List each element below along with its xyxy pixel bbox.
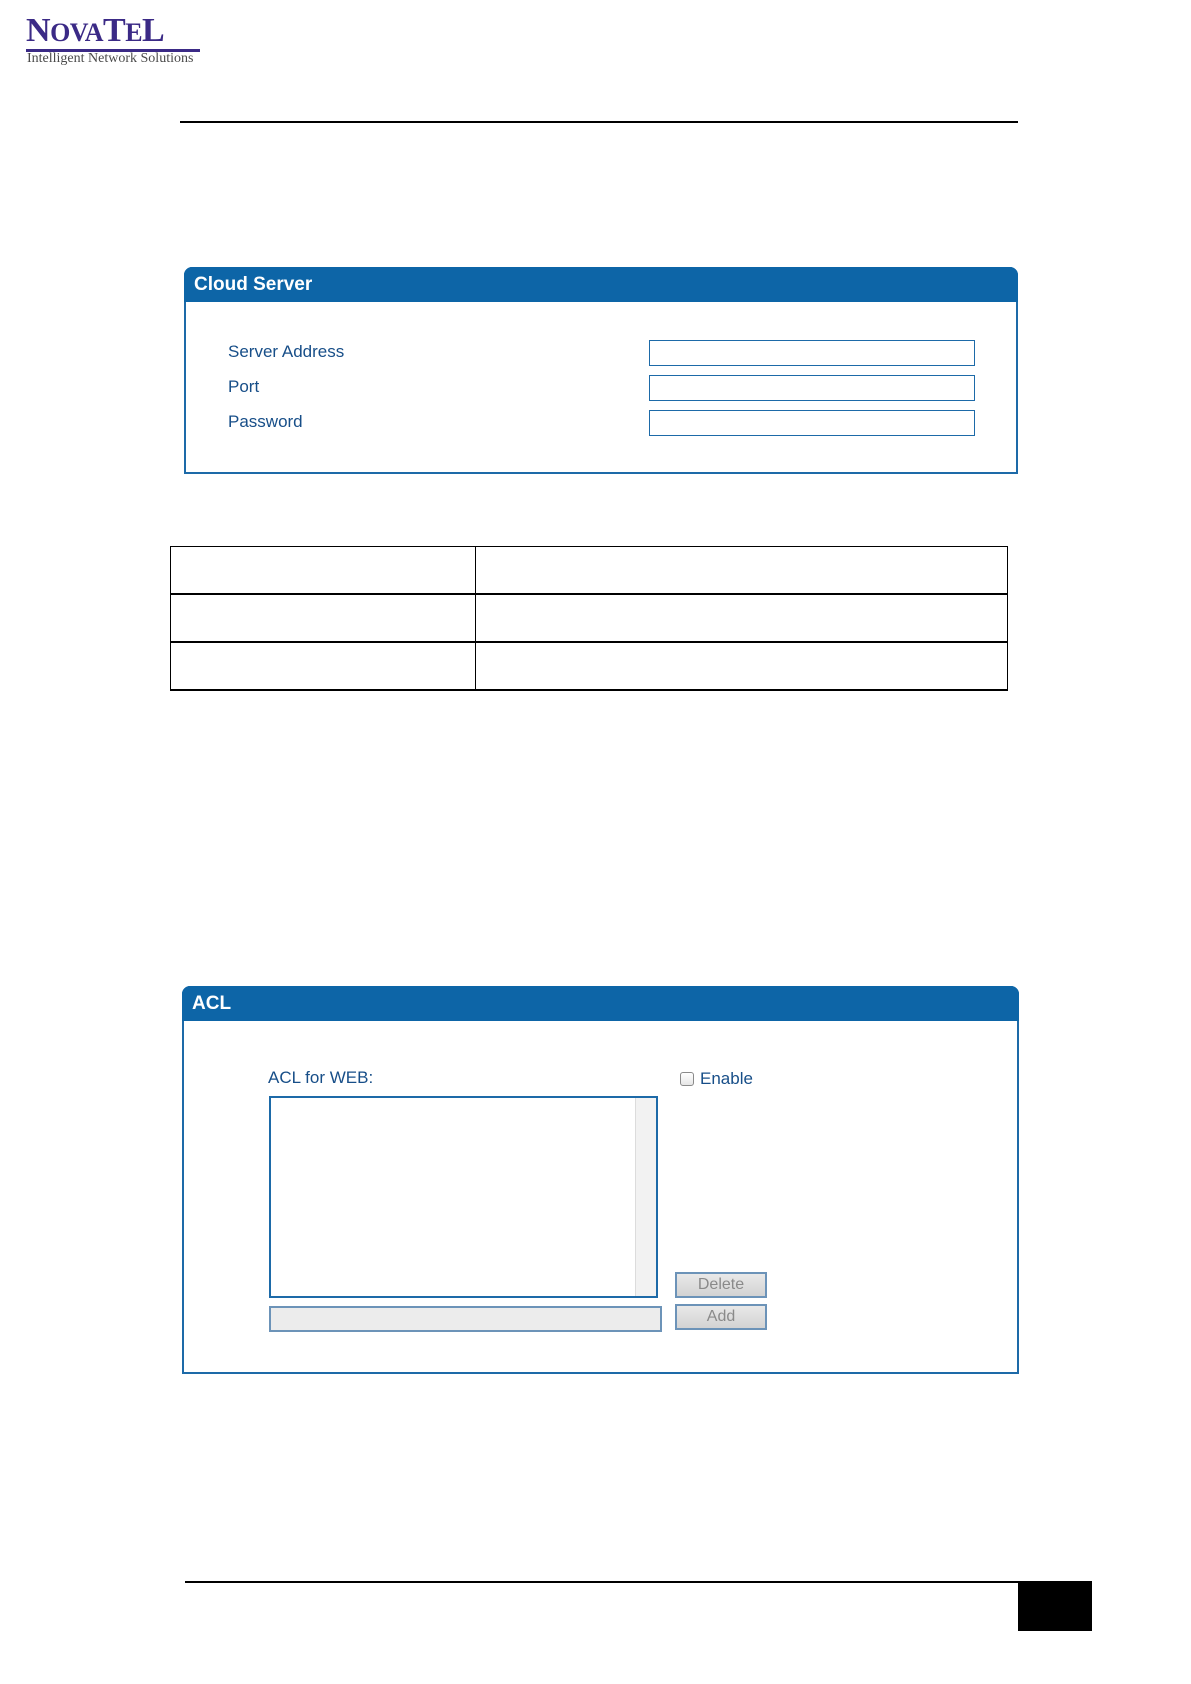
table-row [171, 594, 1008, 642]
password-input[interactable] [649, 410, 975, 436]
page-number-box [1018, 1581, 1092, 1631]
acl-header [182, 986, 1019, 1021]
table-cell [476, 642, 1008, 690]
parameter-table [170, 546, 1008, 691]
cloud-server-header [184, 267, 1018, 302]
table-cell [171, 594, 476, 642]
acl-entry-input[interactable] [269, 1306, 662, 1332]
panel-title: Cloud Server [194, 274, 313, 295]
add-button[interactable]: Add [675, 1304, 767, 1330]
port-label: Port [228, 377, 260, 396]
enable-label: Enable [700, 1069, 753, 1088]
acl-web-list[interactable] [269, 1096, 658, 1298]
table-row [171, 547, 1008, 595]
server-address-label: Server Address [228, 342, 345, 361]
enable-checkbox[interactable] [680, 1072, 694, 1086]
panel-title: ACL [192, 993, 232, 1014]
header-rule [180, 121, 1018, 123]
table-cell [476, 594, 1008, 642]
delete-button[interactable]: Delete [675, 1272, 767, 1298]
footer-rule [185, 1581, 1020, 1583]
table-cell [171, 547, 476, 595]
server-address-input[interactable] [649, 340, 975, 366]
logo-wordmark: NOVATEL [26, 12, 165, 49]
novatel-logo [26, 14, 206, 70]
enable-toggle[interactable] [680, 1069, 753, 1089]
acl-panel [182, 986, 1019, 1374]
cloud-server-panel [184, 267, 1018, 474]
logo-tagline: Intelligent Network Solutions [27, 51, 194, 66]
table-cell [171, 642, 476, 690]
table-cell [476, 547, 1008, 595]
acl-for-web-label: ACL for WEB: [268, 1068, 374, 1087]
acl-list-scrollbar[interactable] [635, 1098, 656, 1296]
table-row [171, 642, 1008, 690]
password-label: Password [228, 412, 303, 431]
port-input[interactable] [649, 375, 975, 401]
